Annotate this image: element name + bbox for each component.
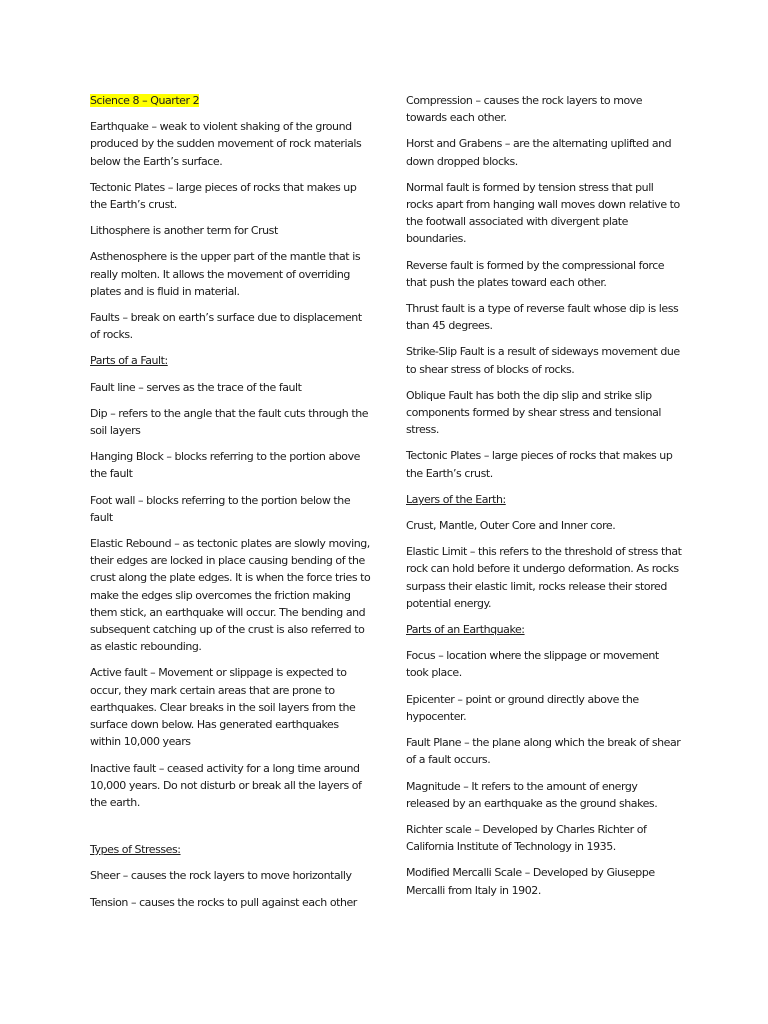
definition-earthquake: Earthquake – weak to violent shaking of the ground produced by the sudden movement of rock materials below the Earth’s surface. — [90, 120, 362, 168]
definition-epicenter: Epicenter – point or ground directly above the hypocenter. — [406, 692, 639, 723]
definition-tension: Tension – causes the rocks to pull against each other — [90, 895, 357, 909]
definition-horst-and-grabens: Horst and Grabens – are the alternating uplifted and down dropped blocks. — [406, 137, 672, 168]
definition-hanging-block: Hanging Block – blocks referring to the portion above the fault — [90, 450, 360, 481]
right-column — [406, 92, 682, 908]
definition-richter-scale: Richter scale – Developed by Charles Richter of California Institute of Technology in 1935. — [406, 822, 647, 854]
heading-parts-of-a-fault: Parts of a Fault: — [90, 354, 168, 368]
definition-sheer: Sheer – causes the rock layers to move horizontally — [90, 869, 352, 883]
heading-layers-of-the-earth: Layers of the Earth: — [406, 492, 506, 506]
definition-faults: Faults – break on earth’s surface due to displacement of rocks. — [90, 311, 362, 342]
definition-tectonic-plates-repeat: Tectonic Plates – large pieces of rocks that makes up the Earth’s crust. — [406, 449, 673, 480]
definition-asthenosphere: Asthenosphere is the upper part of the mantle that is really molten. It allows the movement of overriding plates and is fluid in material. — [90, 250, 361, 298]
definition-magnitude: Magnitude – It refers to the amount of energy released by an earthquake as the ground shakes. — [406, 779, 658, 810]
definition-elastic-limit: Elastic Limit – this refers to the threshold of stress that rock can hold before it undergo deformation. As rocks surpass their elastic limit, rocks release their stored potential energy. — [406, 545, 682, 610]
definition-fault-line: Fault line – serves as the trace of the fault — [90, 380, 302, 394]
definition-foot-wall: Foot wall – blocks referring to the portion below the fault — [90, 493, 351, 524]
definition-compression: Compression – causes the rock layers to move towards each other. — [406, 94, 643, 125]
definition-dip: Dip – refers to the angle that the fault cuts through the soil layers — [90, 406, 369, 438]
definition-thrust-fault: Thrust fault is a type of reverse fault whose dip is less than 45 degrees. — [406, 302, 679, 333]
left-column — [90, 92, 372, 920]
definition-modified-mercalli-scale: Modified Mercalli Scale – Developed by Giuseppe Mercalli from Italy in 1902. — [406, 866, 655, 897]
definition-active-fault: Active fault – Movement or slippage is expected to occur, they mark certain areas that are prone to earthquakes. Clear breaks in the soil layers from the surface down below. Has generated earthquakes within 10,000 years — [90, 666, 356, 749]
definition-elastic-rebound: Elastic Rebound – as tectonic plates are slowly moving, their edges are locked in place causing bending of the crust along the plate edges. It is when the force tries to make the edges slip overcomes the friction making them stick, an earthquake will occur. The bending and subsequent catching up of the crust is also referred to as elastic rebounding. — [90, 537, 371, 654]
definition-focus: Focus – location where the slippage or movement took place. — [406, 649, 659, 680]
highlighted-title: Science 8 – Quarter 2 — [90, 94, 200, 107]
definition-tectonic-plates: Tectonic Plates – large pieces of rocks that makes up the Earth’s crust. — [90, 180, 357, 212]
definition-oblique-fault: Oblique Fault has both the dip slip and strike slip components formed by shear stress and tensional stress. — [406, 388, 661, 437]
earth-layers-list: Crust, Mantle, Outer Core and Inner core. — [406, 519, 616, 533]
definition-reverse-fault: Reverse fault is formed by the compressional force that push the plates toward each other. — [406, 258, 665, 289]
definition-normal-fault: Normal fault is formed by tension stress that pull rocks apart from hanging wall moves down relative to the footwall associated with divergent plate boundaries. — [406, 180, 680, 246]
definition-inactive-fault: Inactive fault – ceased activity for a long time around 10,000 years. Do not disturb or break all the layers of the earth. — [90, 761, 362, 809]
definition-fault-plane: Fault Plane – the plane along which the break of shear of a fault occurs. — [406, 736, 681, 767]
document-title — [90, 92, 372, 109]
heading-parts-of-an-earthquake: Parts of an Earthquake: — [406, 623, 525, 637]
definition-lithosphere: Lithosphere is another term for Crust — [90, 224, 278, 238]
definition-strike-slip-fault: Strike-Slip Fault is a result of sideways movement due to shear stress of blocks of rocks. — [406, 345, 680, 376]
heading-types-of-stresses: Types of Stresses: — [90, 843, 181, 857]
